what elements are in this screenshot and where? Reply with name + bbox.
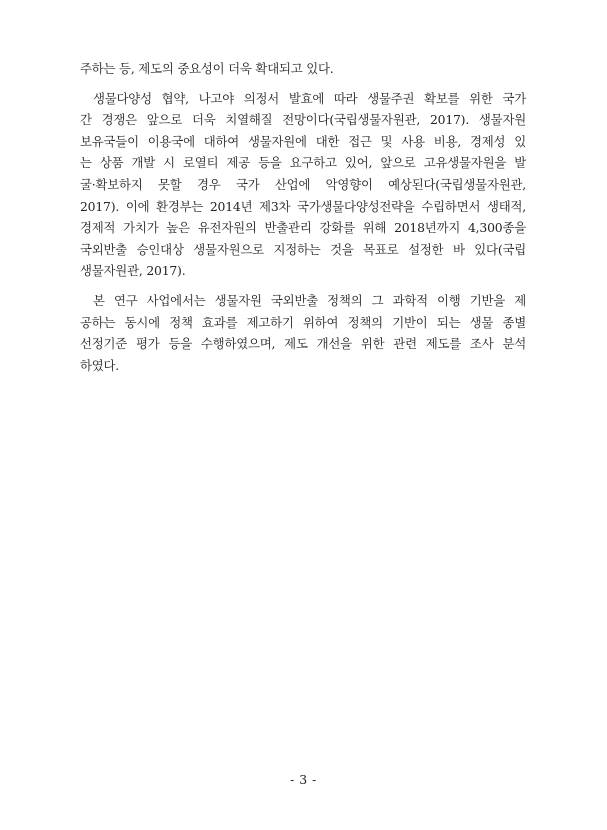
text-line: 하였다.	[80, 357, 120, 373]
text-line: 간 경쟁은 앞으로 더욱 치열해질 전망이다(국립생물자원관, 2017). 생물자원	[80, 112, 526, 128]
text-line: 주하는 등, 제도의 중요성이 더욱 확대되고 있다.	[80, 61, 334, 76]
text-line: 생물자원관, 2017).	[80, 263, 186, 279]
text-line: 2017). 이에 환경부는 2014년 제3차 국가생물다양성전략을 수립하면서 생태적,	[80, 198, 526, 214]
document-body	[80, 58, 526, 384]
page-number: - 3 -	[290, 772, 317, 787]
text-line: 국외반출 승인대상 생물자원으로 지정하는 것을 목표로 설정한 바 있다(국립	[80, 241, 526, 257]
text-line: 공하는 동시에 정책 효과를 제고하기 위하여 정책의 기반이 되는 생물 종별	[80, 314, 526, 330]
text-line: 보유국들이 이용국에 대하여 생물자원에 대한 접근 및 사용 비용, 경제성 있	[80, 133, 526, 149]
text-line: 선정기준 평가 등을 수행하였으며, 제도 개선을 위한 관련 제도를 조사 분석	[80, 336, 526, 352]
text-line: 굴·확보하지 못할 경우 국가 산업에 악영향이 예상된다(국립생물자원관,	[80, 176, 526, 192]
paragraph-research-purpose	[80, 290, 526, 376]
paragraph-biodiversity-competition	[80, 88, 526, 282]
text-line: 생물다양성 협약, 나고야 의정서 발효에 따라 생물주권 확보를 위한 국가	[93, 90, 526, 106]
paragraph-continuation	[80, 58, 526, 80]
text-line: 본 연구 사업에서는 생물자원 국외반출 정책의 그 과학적 이행 기반을 제	[93, 292, 526, 308]
text-line: 경제적 가치가 높은 유전자원의 반출관리 강화를 위해 2018년까지 4,300종을	[80, 220, 526, 236]
text-line: 는 상품 개발 시 로열티 제공 등을 요구하고 있어, 앞으로 고유생물자원을 발	[80, 155, 526, 171]
